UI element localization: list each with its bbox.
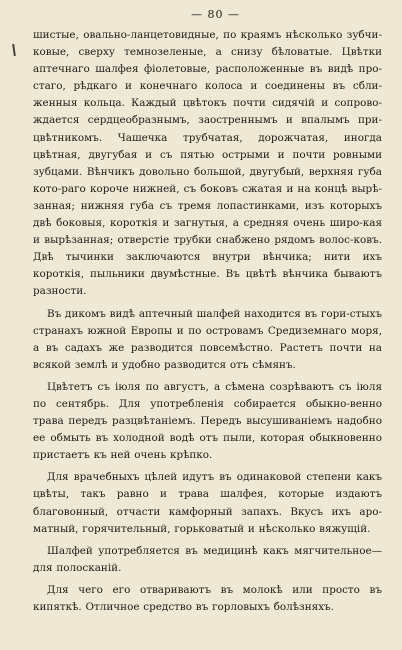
margin-mark bbox=[12, 44, 16, 56]
paragraph-description: шистые, овально-ланцетовидные, по краямъ нѣсколько зубчи-ковые, сверху темнозеленые, а снизу бѣловатые. Цвѣтки аптечнаго шалфея фіолетовые, расположенные въ видѣ про-стаго, рѣдкаго и конечнаго колоса и соединены въ сбли-женныя кольца. Каждый цвѣтокъ почти сидячій и сопрово-ждается сердцеобразнымъ, заостреннымъ и впалымъ при-цвѣтникомъ. Чашечка трубчатая, дорожчатая, иногда цвѣтная, двугубая и съ пятью острыми и почти ровными зубцами. Вѣнчикъ довольно большой, двугубый, верхняя губа кото-раго короче нижней, съ боковъ сжатая и на концѣ вырѣ-занная; нижняя губа съ тремя лопастинками, изъ которыхъ двѣ боковыя, короткія и загнутыя, а средняя очень широ-кая и вырѣзанная; отверстіе трубки снабжено рядомъ волос-ковъ. Двѣ тычинки заключаются внутри вѣнчика; нити ихъ короткія, пыльники двумѣстные. Въ цвѣтѣ вѣнчика бываютъ разности. bbox=[33, 29, 382, 298]
paragraph-flowering: Цвѣтетъ съ іюля по августъ, а сѣмена созрѣваютъ съ іюля по сентябрь. Для употребленія собирается обыкно-венно трава передъ разцвѣтаніемъ. Передъ высушиваніемъ надобно ее обмыть въ холодной водѣ отъ пыли, которая обыкновенно пристаетъ къ ней очень крѣпко. bbox=[33, 380, 382, 462]
paragraph-preparation: Для чего его отвариваютъ въ молокѣ или просто въ кипяткѣ. Отличное средство въ горловыхъ болѣзняхъ. bbox=[33, 583, 382, 613]
paragraph-usage: Шалфей употребляется въ медицинѣ какъ мягчительное— для полосканій. bbox=[33, 544, 382, 574]
paragraph-medical-use: Для врачебныхъ цѣлей идутъ въ одинаковой степени какъ цвѣты, такъ равно и трава шалфея, которые издаютъ благовонный, отчасти камфорный запахъ. Вкусъ ихъ аро-матный, горячительный, горьковатый и нѣсколько вяжущій. bbox=[33, 471, 382, 535]
page-number: — 80 — bbox=[191, 8, 240, 21]
paragraph-habitat: Въ дикомъ видѣ аптечный шалфей находится въ гори-стыхъ странахъ южной Европы и по островамъ Средиземнаго моря, а въ садахъ же разводится повсемѣстно. Растетъ почти на всякой землѣ и удобно разводится отъ сѣмянъ. bbox=[33, 307, 382, 371]
